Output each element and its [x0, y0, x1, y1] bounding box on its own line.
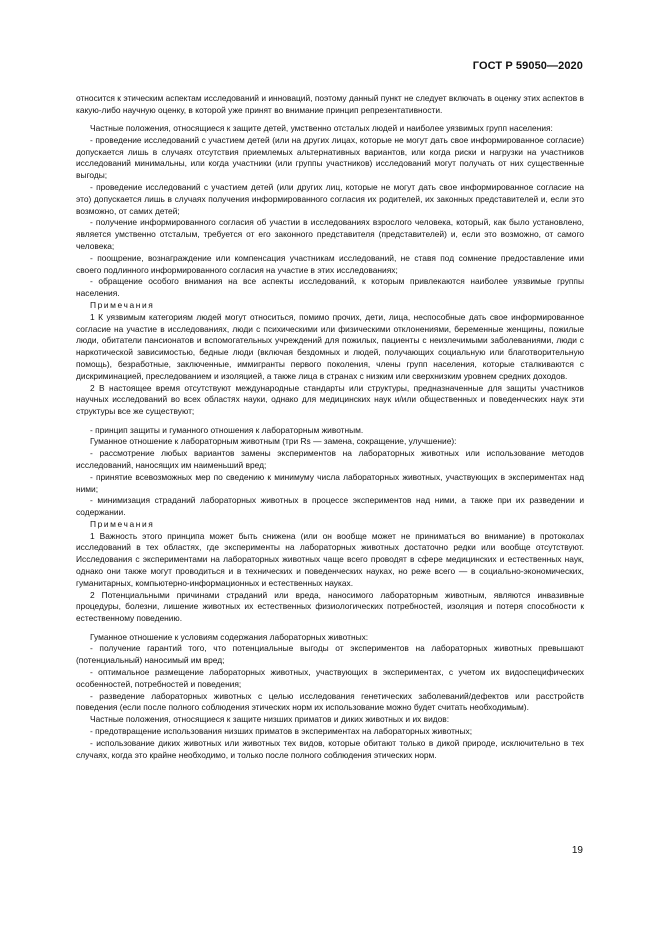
list-item: - обращение особого внимания на все аспекты исследований, к которым привлекаются наиболее уязвимые группы населения. — [76, 276, 584, 299]
notes-heading: Примечания — [90, 300, 155, 311]
list-item: - проведение исследований с участием детей (или других лиц, которые не могут дать свое информированное согласие на это) допускается лишь в случаях получения информированного согласия их родителей, их законных представителей и, если это возможно, от самих детей; — [76, 182, 584, 216]
paragraph-continuation: относится к этическим аспектам исследований и инноваций, поэтому данный пункт не следует включать в оценку этих аспектов в какую-либо научную оценку, в которой уже принят во внимание принцип репрезентативности. — [76, 93, 584, 115]
list-item: - принцип защиты и гуманного отношения к лабораторным животным. — [90, 424, 364, 435]
list-item: - предотвращение использования низших приматов в экспериментах на лабораторных животных; — [90, 725, 473, 736]
list-item: - минимизация страданий лабораторных животных в процессе экспериментов над ними, а также при их разведении и содержании. — [76, 495, 584, 518]
list-item: - получение информированного согласия об участии в исследованиях взрослого человека, который, как было установлено, является умственно отсталым, требуется от его законного представителя (представителей) и, если это возможно, от самого человека; — [76, 217, 584, 252]
note-item: 1 Важность этого принципа может быть снижена (или он вообще может не приниматься во внимание) в протоколах исследований в тех областях, где эксперименты на лабораторных животных достаточно редки или вообще отсутствуют. Исследования с экспериментами на лабораторных животных чаще всего проводят в сфере медицинских и естественных наук, однако они также могут проводиться и в технических и поведенческих науках, но реже всего — в социально-экономических, гуманитарных, компьютерно-информационных и естественных науках. — [76, 530, 584, 588]
paragraph-primates-intro: Частные положения, относящиеся к защите низших приматов и диких животных и их видов: — [90, 714, 450, 725]
list-item: - разведение лабораторных животных с целью исследования генетических заболеваний/дефектов или расстройств поведения (если после полного соблюдения этических норм их использование можно будет считать необходимым). — [76, 690, 584, 713]
document-standard-number: ГОСТ Р 59050—2020 — [472, 60, 583, 72]
paragraph-housing-intro: Гуманное отношение к условиям содержания лабораторных животных: — [90, 631, 369, 642]
list-item: - использование диких животных или животных тех видов, которые обитают только в дикой природе, исключительно в тех случаях, когда это крайне необходимо, и только после полного соблюдения этических норм. — [76, 737, 584, 760]
list-item: - проведение исследований с участием детей (или на других лицах, которые не могут дать свое информированное согласие) допускается лишь в случаях отсутствия приемлемых альтернативных вариантов, или когда риски и нагрузки на участников исследований минимальны, или когда участники (или группы участников) исследований могут получать от них существенные выгоды; — [76, 134, 584, 181]
notes-heading: Примечания — [90, 518, 155, 529]
paragraph-three-rs: Гуманное отношение к лабораторным животным (три Rs — замена, сокращение, улучшение): — [90, 436, 457, 447]
document-body — [76, 93, 584, 761]
page-number: 19 — [571, 845, 583, 856]
note-item: 2 В настоящее время отсутствуют международные стандарты или структуры, предназначенные для защиты участников научных исследований во всех областях науки, однако для медицинских наук и/или общественных и поведенческих наук эти структуры все же существуют; — [76, 382, 584, 417]
paragraph-children-intro: Частные положения, относящиеся к защите детей, умственно отсталых людей и наиболее уязвимых групп населения: — [90, 123, 553, 134]
list-item: - получение гарантий того, что потенциальные выгоды от экспериментов на лабораторных животных превышают (потенциальный) наносимый им вред; — [76, 643, 584, 666]
list-item: - поощрение, вознаграждение или компенсация участникам исследований, не ставя под сомнение предоставление ими своего подлинного информированного согласия на участие в этих исследованиях; — [76, 252, 584, 275]
list-item: - оптимальное размещение лабораторных животных, участвующих в экспериментах, с учетом их видоспецифических особенностей, потребностей и поведения; — [76, 666, 584, 689]
note-item: 2 Потенциальными причинами страданий или вреда, наносимого лабораторным животным, являются инвазивные процедуры, болезни, лишение животных их естественных физиологических потребностей, изоляция и потеря способности к естественному поведению. — [76, 589, 584, 624]
list-item: - принятие всевозможных мер по сведению к минимуму числа лабораторных животных, участвующих в экспериментах над ними; — [76, 471, 584, 494]
note-item: 1 К уязвимым категориям людей могут относиться, помимо прочих, дети, лица, неспособные дать свое информированное согласие на участие в исследованиях, люди с психическими или физическими отклонениями, беременные женщины, пожилые люди, обитатели пансионатов и вспомогательных учреждений для пожилых, пациенты с неизлечимыми заболеваниями, люди с наркотической зависимостью, бедные люди (включая бездомных и людей, получающих социальную или благотворительную помощь), безработные, заключенные, иммигранты первого поколения, члены групп населения, которые сталкиваются с дискриминацией, преследованием и изоляцией, а также лица в странах с низким или сверхнизким уровнем средних доходов. — [76, 311, 584, 381]
list-item: - рассмотрение любых вариантов замены экспериментов на лабораторных животных или использование методов исследований, наносящих им наименьший вред; — [76, 448, 584, 470]
